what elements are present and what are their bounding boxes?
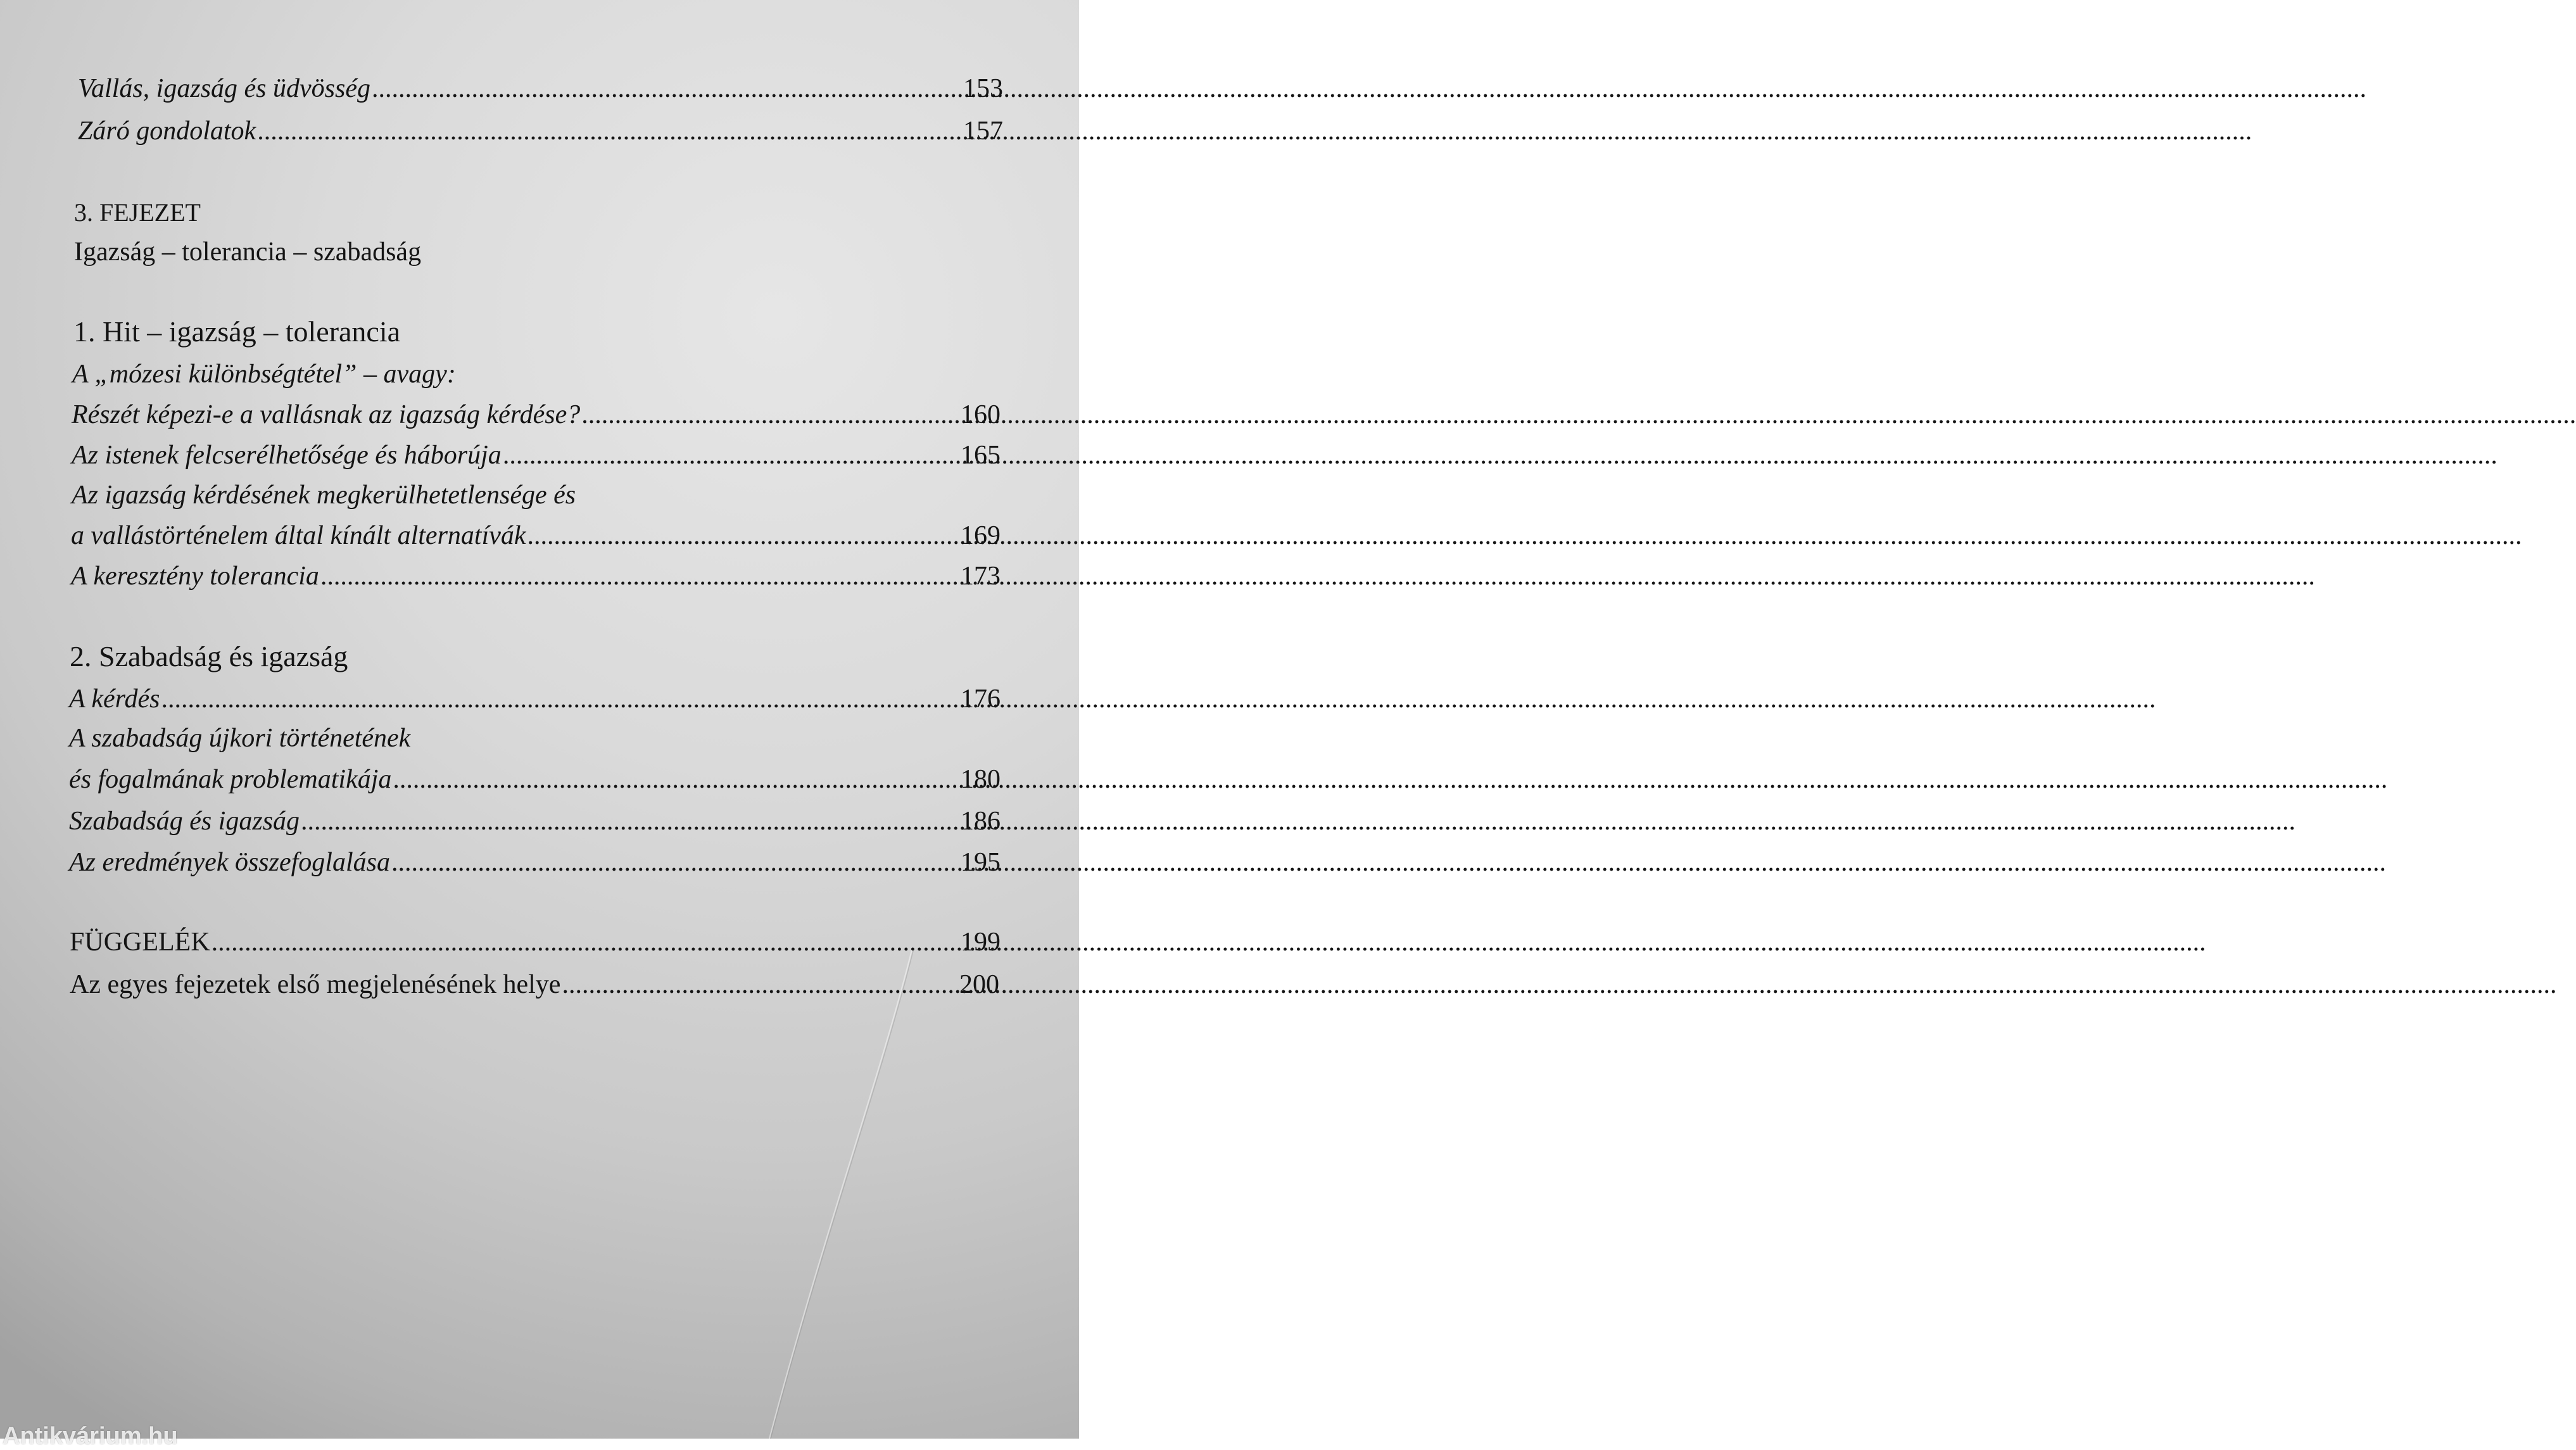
toc-entry-page: 200 [959,970,999,999]
section-heading: 1. Hit – igazság – tolerancia [73,315,401,348]
dot-leader [527,515,956,556]
toc-entry-line: A szabadság újkori történetének [69,724,411,753]
toc-entry [69,679,1001,719]
toc-entry [71,556,1001,596]
dot-leader [391,842,956,883]
toc-entry [72,435,1001,476]
toc-entry-title: és fogalmának problematikája [69,765,392,794]
toc-entry-title: Az egyes fejezetek első megjelenésének helye [70,970,561,999]
section-heading: 2. Szabadság és igazság [70,640,348,672]
toc-entry-page: 180 [961,765,1001,794]
toc-entry-page: 195 [961,848,1001,877]
toc-entry-page: 173 [961,562,1001,591]
toc-entry-title: a vallástörténelem által kínált alternatívák [71,521,526,550]
toc-entry [71,515,1001,556]
toc-entry-title: FÜGGELÉK [70,928,210,957]
dot-leader [372,68,958,109]
dot-leader [161,679,956,719]
toc-entry [69,759,1001,800]
dot-leader [562,964,954,1005]
watermark-text: Antikvárium.hu [3,1423,178,1449]
toc-entry [69,842,1001,883]
toc-entry [69,801,1001,842]
toc-entry-line: A „mózesi különbségtétel” – avagy: [72,360,456,389]
toc-entry-page: 157 [963,117,1003,146]
dot-leader [301,801,956,842]
toc-entry [70,922,1001,962]
toc-entry-page: 199 [961,928,1001,957]
toc-entry-title: Az eredmények összefoglalása [69,848,390,877]
toc-entry-page: 176 [961,684,1001,714]
toc-entry-title: Vallás, igazság és üdvösség [78,74,370,103]
watermark [0,1423,228,1449]
toc-entry [72,394,1001,435]
toc-entry [78,111,1003,151]
dot-leader [257,111,958,151]
chapter-title: Igazság – tolerancia – szabadság [74,237,422,267]
dot-leader [320,556,956,596]
toc-entry [78,68,1003,109]
toc-entry-title: Záró gondolatok [78,117,256,146]
toc-entry-title: Részét képezi-e a vallásnak az igazság kérdése? [72,400,581,429]
toc-entry-title: Az istenek felcserélhetősége és háborúja [72,441,502,470]
toc-entry-title: A keresztény tolerancia [71,562,319,591]
dot-leader [212,922,956,962]
toc-entry-page: 186 [961,807,1001,836]
toc-entry-page: 169 [961,521,1001,550]
toc-entry-title: A kérdés [69,684,160,714]
toc-entry-page: 165 [961,441,1001,470]
dot-leader [503,435,956,476]
chapter-label: 3. FEJEZET [74,198,201,227]
toc-entry-page: 160 [961,400,1001,429]
toc-entry-title: Szabadság és igazság [69,807,300,836]
dot-leader [393,759,956,800]
dot-leader [581,394,956,435]
toc-entry-line: Az igazság kérdésének megkerülhetetlensége és [72,481,576,510]
toc-entry-page: 153 [963,74,1003,103]
scanned-page [0,0,1079,1449]
toc-entry [70,964,999,1005]
